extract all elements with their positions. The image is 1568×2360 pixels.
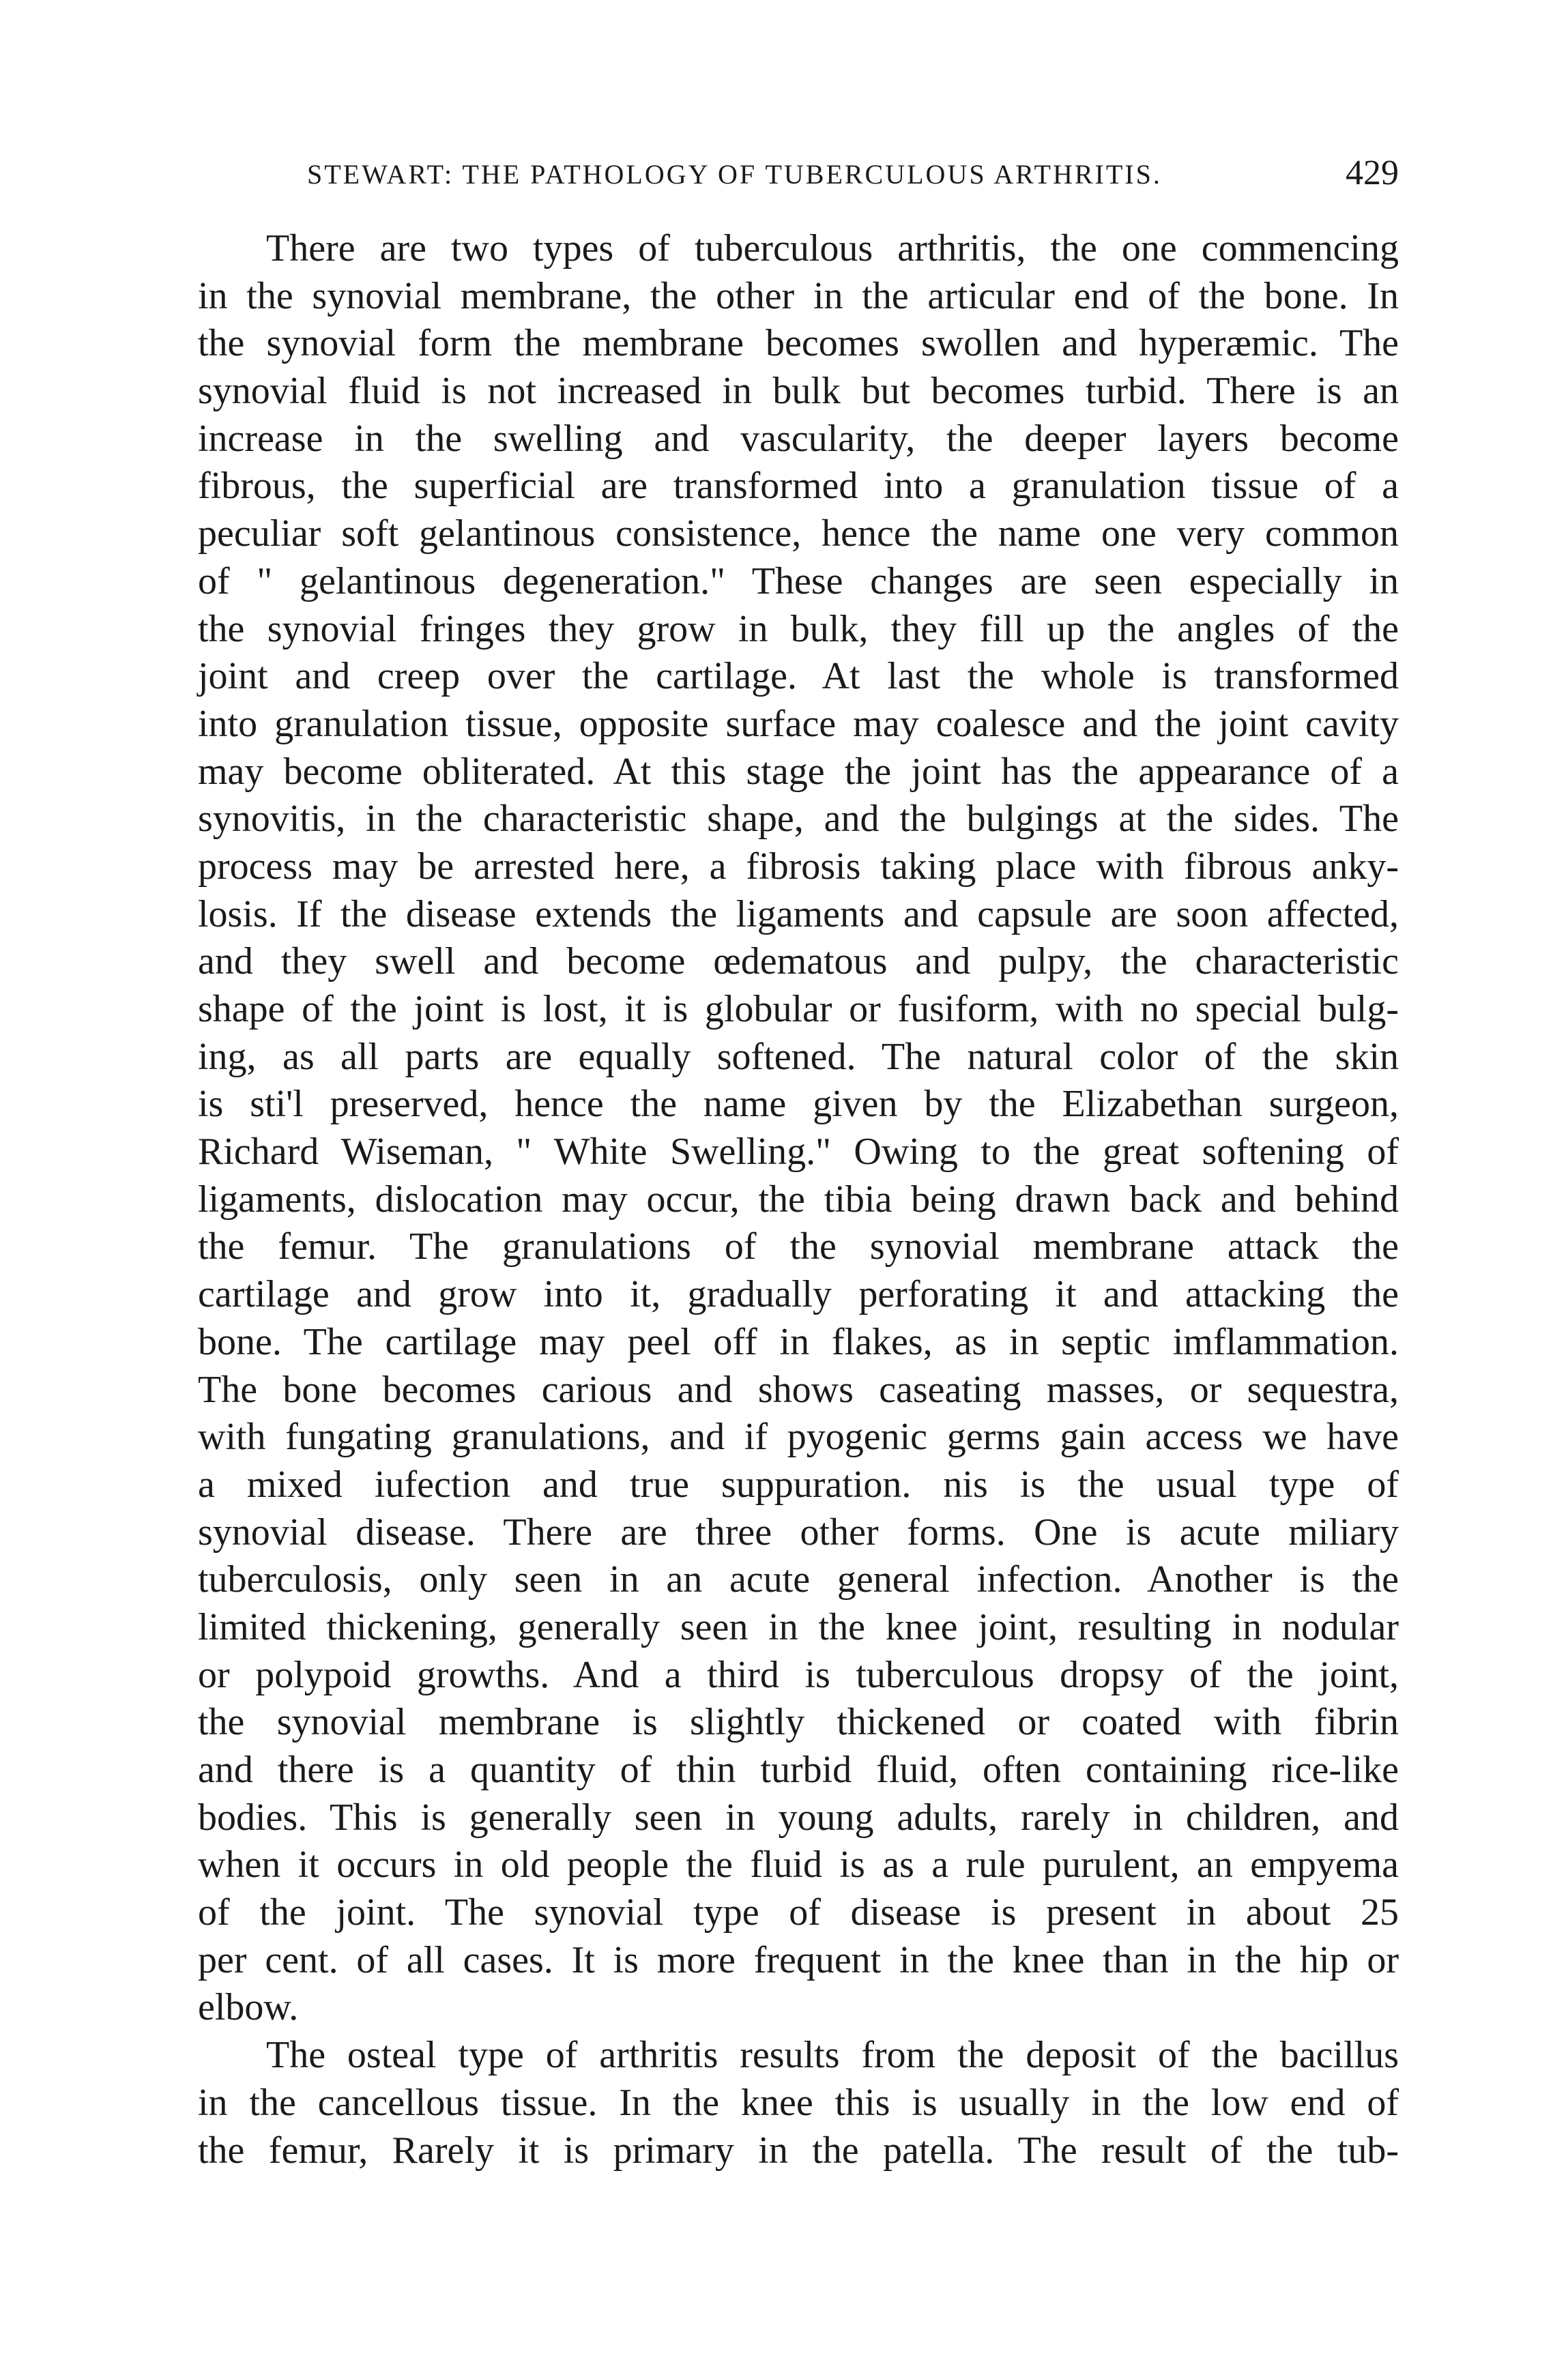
text-line: joint and creep over the cartilage. At last the whole is transformed xyxy=(198,655,1399,698)
text-line: in the synovial membrane, the other in the articular end of the bone. In xyxy=(198,274,1399,317)
text-line: in the cancellous tissue. In the knee this is usually in the low end of xyxy=(198,2081,1399,2124)
text-line: of " gelantinous degeneration." These changes are seen especially in xyxy=(198,559,1399,602)
text-line: elbow. xyxy=(198,1986,299,2029)
text-line: the synovial fringes they grow in bulk, they fill up the angles of the xyxy=(198,607,1399,650)
text-line: into granulation tissue, opposite surface may coalesce and the joint cavity xyxy=(198,702,1399,745)
body-text xyxy=(198,225,1399,2174)
page-number: 429 xyxy=(1346,154,1399,192)
running-title: STEWART: THE PATHOLOGY OF TUBERCULOUS ARTHRITIS. xyxy=(307,159,1162,190)
text-line: Richard Wiseman, " White Swelling." Owing to the great softening of xyxy=(198,1131,1399,1174)
running-head xyxy=(198,149,1399,203)
text-line: There are two types of tuberculous arthritis, the one commencing xyxy=(266,227,1399,269)
text-line: the femur, Rarely it is primary in the patella. The result of the tub- xyxy=(198,2129,1399,2172)
text-line: a mixed iufection and true suppuration. nis is the usual type of xyxy=(198,1463,1399,1506)
text-line: bone. The cartilage may peel off in flakes, as in septic imflammation. xyxy=(198,1320,1399,1363)
text-line: fibrous, the superficial are transformed into a granulation tissue of a xyxy=(198,465,1399,508)
text-line: increase in the swelling and vascularity, the deeper layers become xyxy=(198,417,1399,460)
text-line: limited thickening, generally seen in the knee joint, resulting in nodular xyxy=(198,1605,1399,1648)
text-line: may become obliterated. At this stage the joint has the appearance of a xyxy=(198,750,1399,793)
text-line: with fungating granulations, and if pyogenic germs gain access we have xyxy=(198,1416,1399,1459)
text-line: ing, as all parts are equally softened. The natural color of the skin xyxy=(198,1035,1399,1078)
text-line: when it occurs in old people the fluid is as a rule purulent, an empyema xyxy=(198,1844,1399,1886)
text-line: or polypoid growths. And a third is tuberculous dropsy of the joint, xyxy=(198,1653,1399,1696)
text-line: process may be arrested here, a fibrosis taking place with fibrous anky- xyxy=(198,845,1399,888)
text-line: peculiar soft gelantinous consistence, hence the name one very common xyxy=(198,512,1399,555)
text-line: bodies. This is generally seen in young adults, rarely in children, and xyxy=(198,1796,1399,1839)
text-line: and there is a quantity of thin turbid fluid, often containing rice-like xyxy=(198,1749,1399,1791)
text-line: per cent. of all cases. It is more frequent in the knee than in the hip or xyxy=(198,1938,1399,1981)
text-line: losis. If the disease extends the ligaments and capsule are soon affected, xyxy=(198,892,1399,935)
text-line: shape of the joint is lost, it is globular or fusiform, with no special bulg- xyxy=(198,988,1399,1030)
text-line: synovial fluid is not increased in bulk but becomes turbid. There is an xyxy=(198,370,1399,413)
text-line: the synovial membrane is slightly thickened or coated with fibrin xyxy=(198,1701,1399,1744)
text-line: tuberculosis, only seen in an acute general infection. Another is the xyxy=(198,1558,1399,1601)
text-line: and they swell and become œdematous and pulpy, the characteristic xyxy=(198,940,1399,983)
text-line: synovial disease. There are three other forms. One is acute miliary xyxy=(198,1511,1399,1554)
text-line: the synovial form the membrane becomes swollen and hyperæmic. The xyxy=(198,322,1399,365)
text-line: the femur. The granulations of the synovial membrane attack the xyxy=(198,1225,1399,1268)
text-line: synovitis, in the characteristic shape, and the bulgings at the sides. The xyxy=(198,798,1399,841)
text-line: The bone becomes carious and shows caseating masses, or sequestra, xyxy=(198,1368,1399,1411)
text-line: The osteal type of arthritis results from the deposit of the bacillus xyxy=(266,2034,1399,2077)
text-line: ligaments, dislocation may occur, the tibia being drawn back and behind xyxy=(198,1178,1399,1221)
text-line: of the joint. The synovial type of disease is present in about 25 xyxy=(198,1891,1399,1934)
text-line: cartilage and grow into it, gradually perforating it and attacking the xyxy=(198,1273,1399,1316)
text-line: is sti'l preserved, hence the name given by the Elizabethan surgeon, xyxy=(198,1083,1399,1126)
